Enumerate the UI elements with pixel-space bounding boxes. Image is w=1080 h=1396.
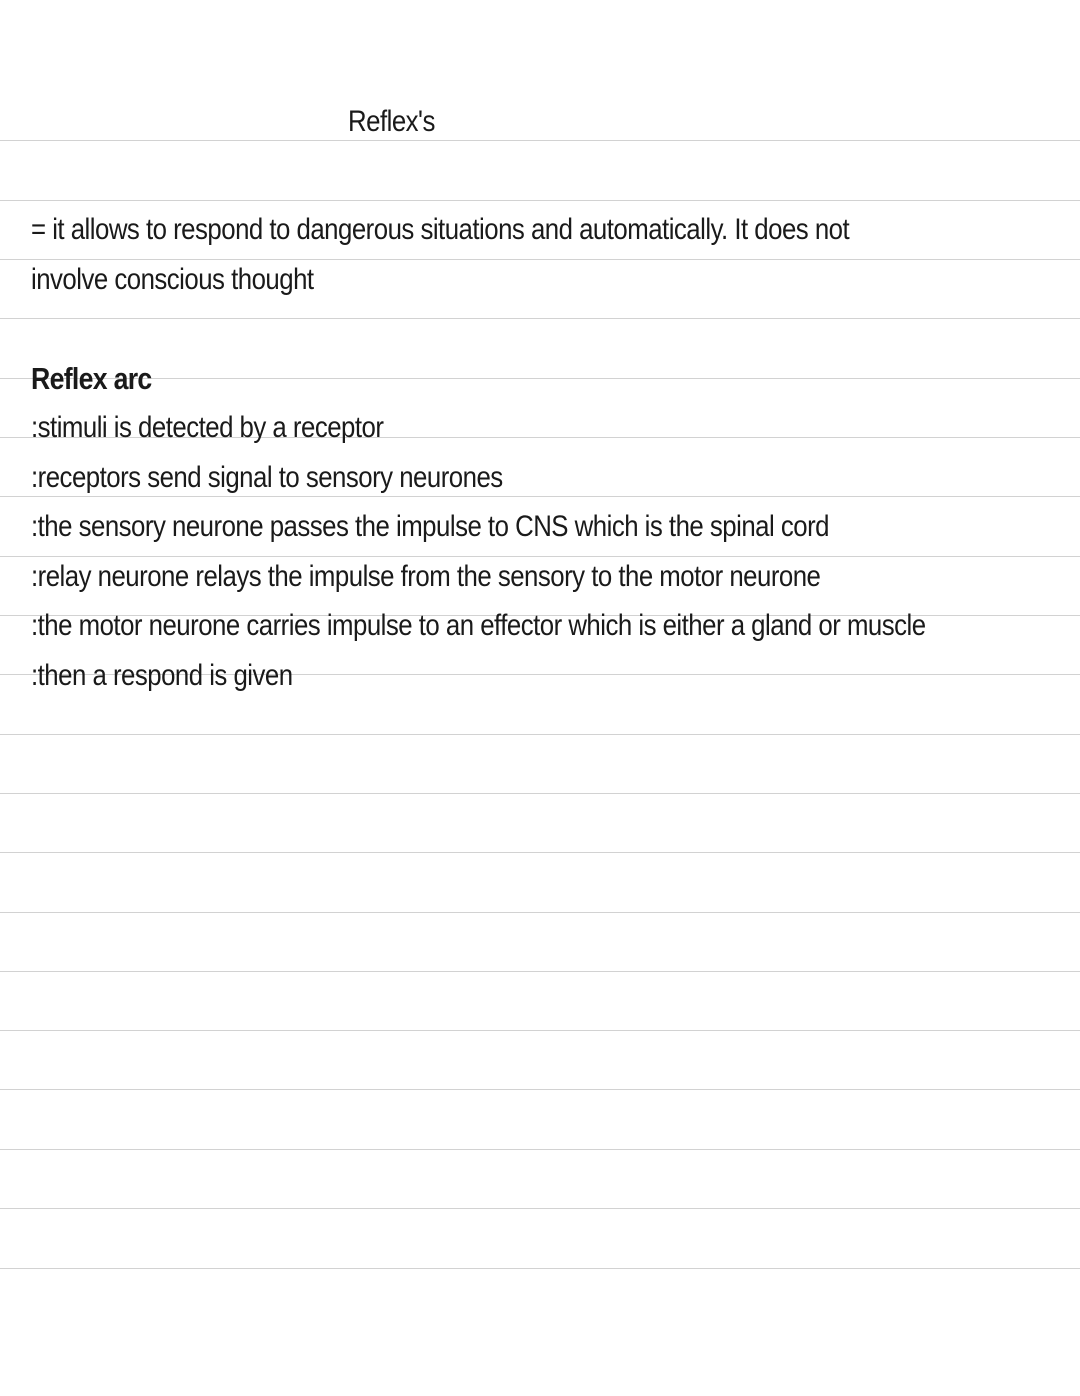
rule-line [0,1149,1080,1150]
rule-line [0,200,1080,201]
definition-line-2: involve conscious thought [31,263,314,296]
definition-line-1: = it allows to respond to dangerous situations and automatically. It does not [31,213,850,246]
rule-line [0,1030,1080,1031]
step-line: :relay neurone relays the impulse from the sensory to the motor neurone [31,560,821,593]
rule-line [0,793,1080,794]
rule-line [0,318,1080,319]
step-line: :the sensory neurone passes the impulse to CNS which is the spinal cord [31,510,829,543]
rule-line [0,496,1080,497]
step-line: :the motor neurone carries impulse to an effector which is either a gland or muscle [31,609,926,642]
rule-line [0,556,1080,557]
section-heading: Reflex arc [31,361,152,396]
step-line: :receptors send signal to sensory neurones [31,461,503,494]
rule-line [0,1268,1080,1269]
rule-line [0,971,1080,972]
rule-line [0,140,1080,141]
rule-line [0,1208,1080,1209]
rule-line [0,912,1080,913]
rule-line [0,852,1080,853]
step-line: :then a respond is given [31,659,293,692]
step-line: :stimuli is detected by a receptor [31,411,384,444]
rule-line [0,378,1080,379]
note-title: Reflex's [348,105,435,138]
rule-line [0,1089,1080,1090]
rule-line [0,259,1080,260]
rule-line [0,734,1080,735]
